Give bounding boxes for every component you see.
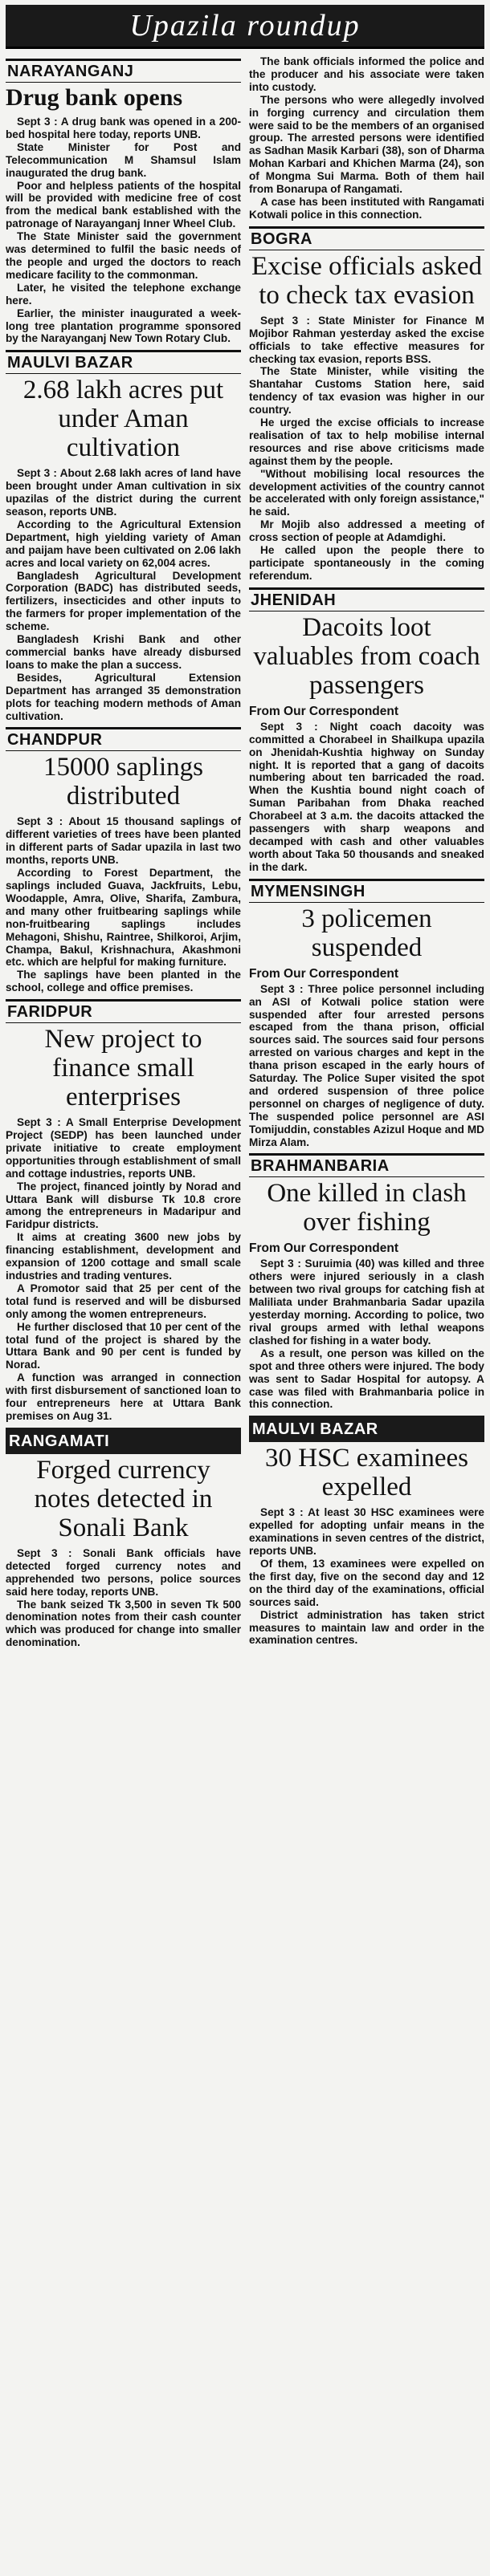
- paragraph: The saplings have been planted in the school, college and office premises.: [6, 969, 241, 994]
- paragraph: A case has been instituted with Rangamati Kotwali police in this connection.: [249, 195, 484, 221]
- story-body: [249, 1258, 484, 1411]
- paragraph: District administration has taken strict measures to maintain law and order in the examination centres.: [249, 1608, 484, 1647]
- byline: From Our Correspondent: [249, 1241, 399, 1256]
- story-jhenidah: [249, 587, 484, 874]
- paragraph: The project, financed jointly by Norad and Uttara Bank will disburse Tk 10.8 crore among the entrepreneurs in Madaripur and Faridpur districts.: [6, 1180, 241, 1231]
- story-mymensingh: [249, 879, 484, 1149]
- paragraph: Sept 3 : Night coach dacoity was committed a Chorabeel in Shailkupa upazila on Jhenidah-Kushtia highway on Sunday night. It is reported that a gang of dacoits numbering about ten barricaded the road. When the Kushtia bound night coach of Suman Paribahan from Dhaka reached Chorabeel at 3 a.m. the dacoits attacked the passengers with sharp weapons and decamped with cash and other valuables worth about Taka 50 thousands and sneaked in the dark.: [249, 720, 484, 873]
- paragraph: Poor and helpless patients of the hospital will be provided with medicine free of cost from the medical bank established with the patronage of Narayanganj Inner Wheel Club.: [6, 179, 241, 230]
- paragraph: Sept 3 : About 15 thousand saplings of different varieties of trees have been planted in different parts of Sadar upazila in last two months, reports UNB.: [6, 815, 241, 867]
- paragraph: "Without mobilising local resources the development activities of the country cannot be accelerated with only foreign assistance," he said.: [249, 467, 484, 518]
- paragraph: Sept 3 : Three police personnel including an ASI of Kotwali police station were suspended after four arrested persons escaped from the thana prison, official sources said. The sources said four persons arrested on various charges and kept in the thana prison escaped in the early hours of Saturday. The Police Super visited the spot and ordered suspension of three police personnel on charges of negligence of duty. The suspended police personnel are ASI Tomijuddin, constables Azizul Hoque and MD Mirza Alam.: [249, 982, 484, 1148]
- paragraph: Sept 3 : Sonali Bank officials have detected forged currency notes and apprehended two persons, police sources said here today, reports UNB.: [6, 1546, 241, 1598]
- headline: 3 policemen suspended: [301, 904, 432, 962]
- headline: One killed in clash over fishing: [267, 1179, 467, 1237]
- paragraph: Earlier, the minister inaugurated a week-long tree plantation programme sponsored by the Narayanganj New Town Rotary Club.: [6, 307, 241, 345]
- paragraph: The State Minister, while visiting the Shantahar Customs Station here, said tendency of tax evasion was higher in our country.: [249, 365, 484, 416]
- left-column: [6, 55, 241, 1654]
- dateline: MAULVI BAZAR: [6, 350, 241, 374]
- paragraph: Later, he visited the telephone exchange here.: [6, 281, 241, 307]
- story-body: [249, 983, 484, 1149]
- paragraph: Sept 3 : At least 30 HSC examinees were expelled for adopting unfair means in the examinations in seven centres of the district, reports UNB.: [249, 1506, 484, 1558]
- paragraph: The persons who were allegedly involved in forging currency and circulation them were said to be the members of an organised group. The arrested persons were identified as Sadhan Masik Karbari (38), son of Dharma Mohan Karbari and Khichen Marma (24), son of Mongma Sui Marma. Both of them hail from Bonarupa of Rangamati.: [249, 93, 484, 196]
- byline: From Our Correspondent: [249, 966, 399, 981]
- paragraph: He further disclosed that 10 per cent of the total fund of the project is shared by the Uttara Bank and 90 per cent is funded by Norad.: [6, 1320, 241, 1371]
- paragraph: He urged the excise officials to increase realisation of tax to help mobilise internal resources and rise above criticisms made against them by the people.: [249, 416, 484, 467]
- dateline: FARIDPUR: [6, 999, 241, 1023]
- story-body: [6, 815, 241, 994]
- dateline: MAULVI BAZAR: [249, 1416, 484, 1442]
- story-rangamati: [6, 1428, 241, 1649]
- story-body: [249, 315, 484, 583]
- paragraph: It aims at creating 3600 new jobs by financing establishment, development and expansion of 1200 cottage and small scale industries and trading ventures.: [6, 1231, 241, 1282]
- paragraph: As a result, one person was killed on the spot and three others were injured. The body was sent to Sadar Hospital for autopsy. A case was filed with Brahmanbaria police in this connection.: [249, 1347, 484, 1411]
- paragraph: Sept 3 : A Small Enterprise Development Project (SEDP) has been launched under private initiative to create employment opportunities through establishment of small and cottage industries, reports UNB.: [6, 1116, 241, 1180]
- paragraph: A function was arranged in connection with first disbursement of sanctioned loan to four entrepreneurs here at Uttara Bank premises on Aug 31.: [6, 1371, 241, 1422]
- paragraph: Bangladesh Krishi Bank and other commercial banks have already disbursed loans to make the plan a success.: [6, 633, 241, 671]
- headline: Drug bank opens: [6, 84, 183, 111]
- byline: From Our Correspondent: [249, 704, 399, 718]
- story-body: [249, 721, 484, 874]
- dateline: NARAYANGANJ: [6, 59, 241, 83]
- headline: 2.68 lakh acres put under Aman cultivation: [22, 376, 224, 463]
- headline: Excise officials asked to check tax evasion: [251, 251, 483, 310]
- story-maulvi-bazar-aman: [6, 350, 241, 722]
- story-chandpur: [6, 727, 241, 994]
- headline: 15000 saplings distributed: [43, 753, 203, 811]
- paragraph: The bank officials informed the police and the producer and his associate were taken into custody.: [249, 55, 484, 93]
- dateline: BOGRA: [249, 226, 484, 250]
- paragraph: A Promotor said that 25 per cent of the total fund is reserved and will be disbursed only among the women entrepreneurs.: [6, 1282, 241, 1320]
- paragraph: According to the Agricultural Extension Department, high yielding variety of Aman and paijam have been cultivated on 2.06 lakh acres and local variety on 62,004 acres.: [6, 518, 241, 569]
- story-body: [6, 1547, 241, 1649]
- story-body: [249, 55, 484, 221]
- dateline: RANGAMATI: [6, 1428, 241, 1454]
- headline: New project to finance small enterprises: [44, 1025, 202, 1112]
- story-narayanganj: [6, 59, 241, 345]
- headline: Forged currency notes detected in Sonali Bank: [34, 1455, 213, 1542]
- banner-title: Upazila roundup: [129, 9, 361, 43]
- dateline: BRAHMANBARIA: [249, 1153, 484, 1177]
- story-bogra: [249, 226, 484, 583]
- section-banner: [6, 5, 484, 49]
- paragraph: State Minister for Post and Telecommunication M Shamsul Islam inaugurated the drug bank.: [6, 140, 241, 179]
- headline: Dacoits loot valuables from coach passengers: [253, 612, 480, 700]
- paragraph: Bangladesh Agricultural Development Corporation (BADC) has distributed seeds, fertilizers, insecticides and other inputs to the farmers for proper implementation of the scheme.: [6, 569, 241, 633]
- dateline: MYMENSINGH: [249, 879, 484, 903]
- right-column: [249, 55, 484, 1654]
- paragraph: The State Minister said the government was determined to fulfil the basic needs of the people and urged the doctors to reach medicare facility to the commonman.: [6, 230, 241, 281]
- story-faridpur: [6, 999, 241, 1423]
- story-brahmanbaria: [249, 1153, 484, 1411]
- paragraph: Mr Mojib also addressed a meeting of cross section of people at Adamdighi.: [249, 518, 484, 544]
- story-body: [6, 1116, 241, 1423]
- headline: 30 HSC examinees expelled: [265, 1444, 468, 1502]
- paragraph: Besides, Agricultural Extension Department has arranged 35 demonstration plots for teaching modern methods of Aman cultivation.: [6, 671, 241, 722]
- story-rangamati-continued: [249, 55, 484, 221]
- paragraph: Sept 3 : Suruimia (40) was killed and three others were injured seriously in a clash between two rival groups for catching fish at Maliliata under Brahmanbaria Sadar upazila yesterday morning. According to police, two rival groups armed with lethal weapons clashed for fishing in a water body.: [249, 1258, 484, 1347]
- paragraph: Sept 3 : State Minister for Finance M Mojibor Rahman yesterday asked the excise officials to take effective measures for checking tax evasion, reports BSS.: [249, 314, 484, 365]
- dateline: JHENIDAH: [249, 587, 484, 611]
- story-body: [6, 467, 241, 722]
- paragraph: According to Forest Department, the saplings included Guava, Jackfruits, Lebu, Woodapple, Amra, Olive, Sharifa, Zambura, and many other fruitbearing saplings while non-fruitbearing saplings includes Mehagoni, Shishu, Raintree, Shilkoroi, Arjim, Champa, Bakul, Krishnachura, Akashmoni etc. which are helpful for making furniture.: [6, 867, 241, 969]
- paragraph: Sept 3 : About 2.68 lakh acres of land have been brought under Aman cultivation in six upazilas of the district during the current season, reports UNB.: [6, 467, 241, 518]
- story-maulvi-bazar-hsc: [249, 1416, 484, 1647]
- columns: [6, 55, 484, 1654]
- story-body: [6, 116, 241, 345]
- story-body: [249, 1506, 484, 1647]
- paragraph: The bank seized Tk 3,500 in seven Tk 500 denomination notes from their cash counter which was produced for change into smaller denomination.: [6, 1598, 241, 1649]
- paragraph: Of them, 13 examinees were expelled on the first day, five on the second day and 12 on the third day of the examinations, official sources said.: [249, 1557, 484, 1608]
- paragraph: Sept 3 : A drug bank was opened in a 200-bed hospital here today, reports UNB.: [6, 116, 241, 140]
- paragraph: He called upon the people there to participate spontaneously in the coming referendum.: [249, 544, 484, 582]
- dateline: CHANDPUR: [6, 727, 241, 751]
